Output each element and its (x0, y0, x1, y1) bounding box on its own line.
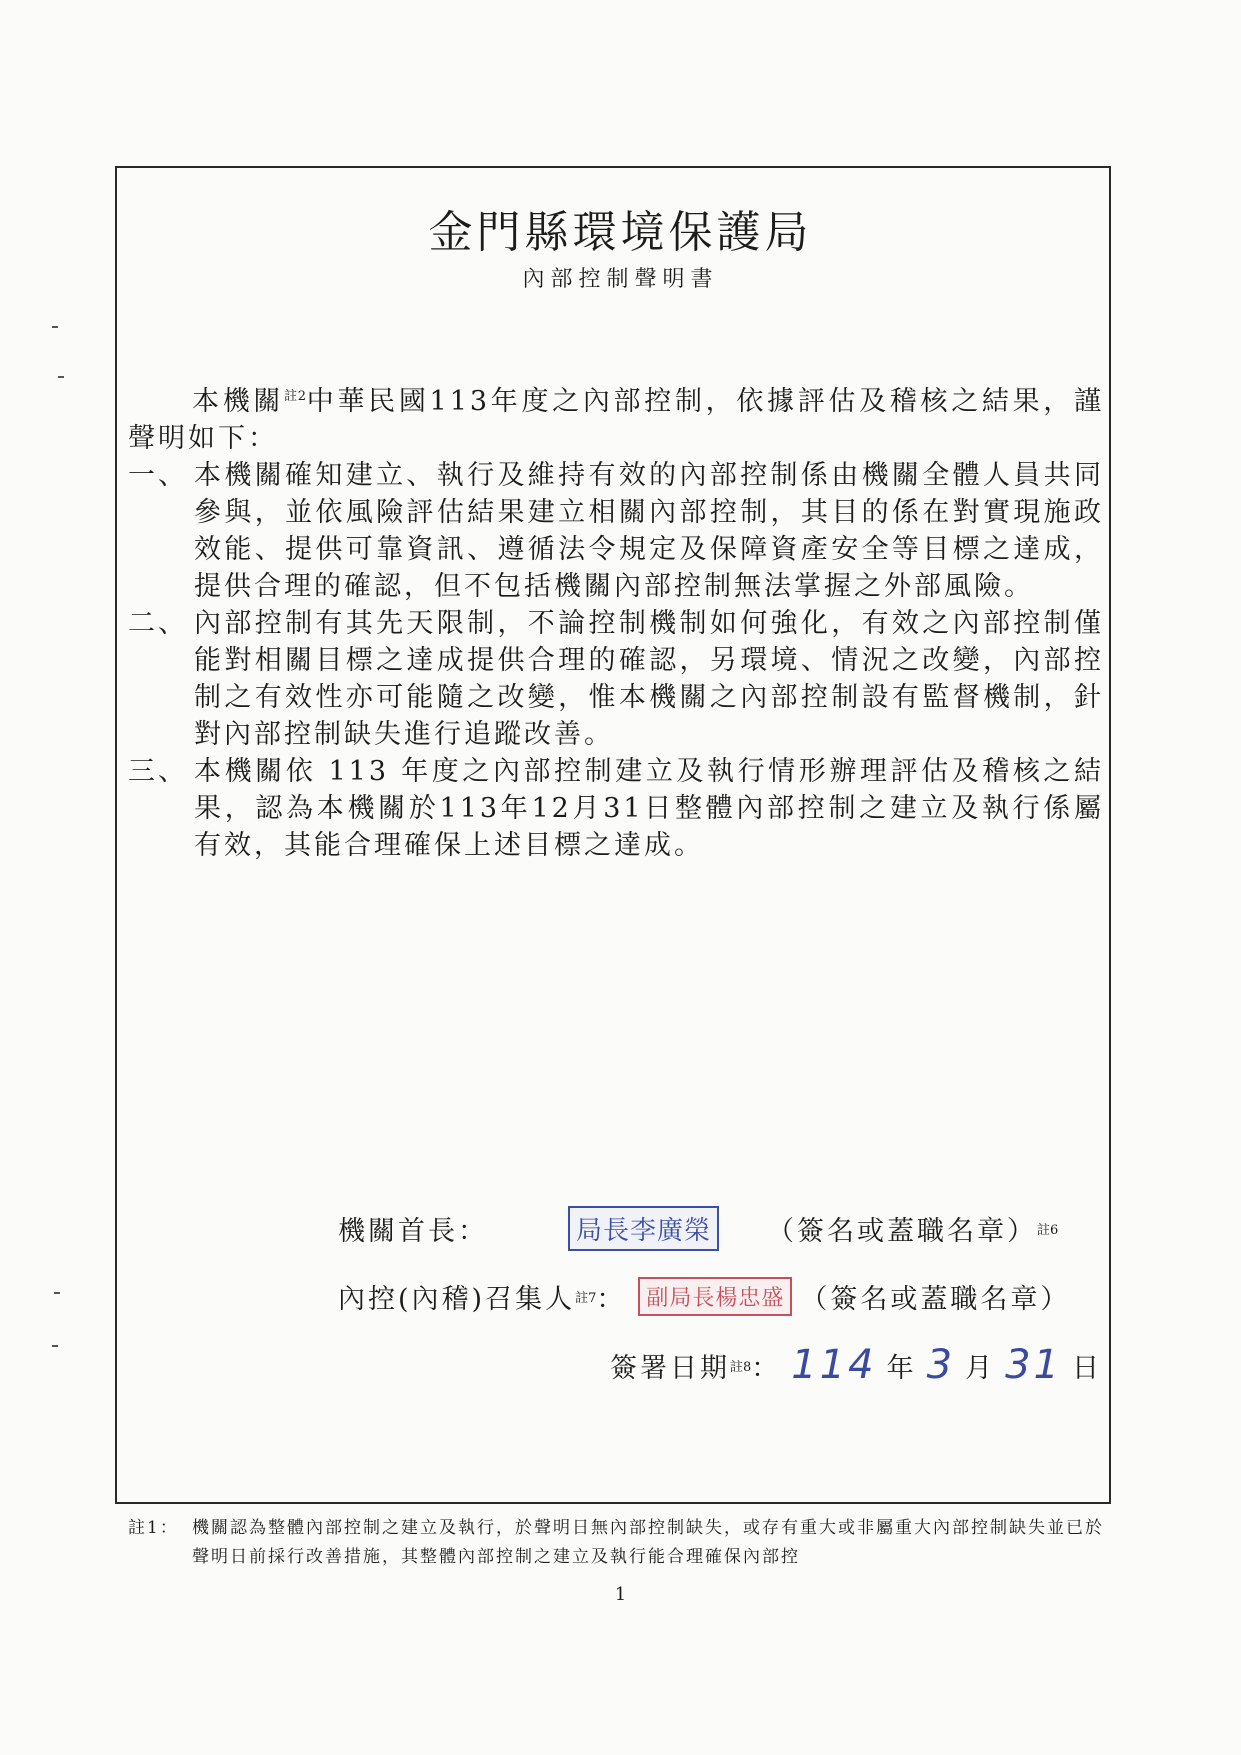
intro-paragraph (128, 378, 1104, 457)
scan-mark (54, 1292, 60, 1294)
date-month-handwritten: 3 (926, 1342, 956, 1388)
day-unit: 日 (1072, 1352, 1102, 1384)
footnote (128, 1514, 1118, 1572)
note-ref-7: 註7 (575, 1291, 597, 1306)
scan-mark (52, 1345, 58, 1347)
note-ref-2: 註2 (284, 389, 307, 404)
item-text: 內部控制有其先天限制，不論控制機制如何強化，有效之內部控制僅能對相關目標之達成提供合理的確認，另環境、情況之改變，內部控制之有效性亦可能隨之改變，惟本機關之內部控制設有監督機制，針對內部控制缺失進行追蹤改善。 (194, 608, 1104, 750)
footnote-row (128, 1514, 1118, 1572)
footnote-text: 機關認為整體內部控制之建立及執行，於聲明日無內部控制缺失，或存有重大或非屬重大內部控制缺失並已於聲明日前採行改善措施，其整體內部控制之建立及執行能合理確保內部控 (192, 1518, 1104, 1567)
note-ref-6: 註6 (1037, 1223, 1059, 1238)
statement-item-2 (128, 605, 1104, 753)
head-sign-instruction: （簽名或蓋職名章） (767, 1216, 1038, 1247)
head-stamp: 局長李廣榮 (568, 1206, 719, 1251)
scan-mark (52, 326, 58, 328)
statement-item-1 (128, 457, 1104, 605)
convener-stamp: 副局長楊忠盛 (638, 1277, 792, 1316)
item-text: 本機關確知建立、執行及維持有效的內部控制係由機關全體人員共同參與，並依風險評估結果建立相關內部控制，其目的係在對實現施政效能、提供可靠資訊、遵循法令規定及保障資產安全等目標之達成，提供合理的確認，但不包括機關內部控制無法掌握之外部風險。 (194, 460, 1104, 602)
item-number: 二、 (128, 608, 188, 639)
item-number: 三、 (128, 756, 188, 787)
page-number: 1 (614, 1584, 627, 1605)
date-year-handwritten: 114 (791, 1342, 877, 1388)
date-colon: ： (751, 1352, 782, 1384)
page-title: 金門縣環境保護局 (428, 207, 813, 258)
item-number: 一、 (128, 460, 188, 491)
convener-sign-instruction: （簽名或蓋職名章） (800, 1284, 1071, 1315)
intro-text-after: 中華民國113年度之內部控制，依據評估及稽核之結果，謹聲明如下： (128, 386, 1104, 454)
head-label: 機關首長： (338, 1216, 488, 1247)
intro-text-before: 本機關 (192, 386, 285, 417)
note-ref-8: 註8 (730, 1359, 752, 1375)
year-unit: 年 (886, 1352, 917, 1384)
statement-body (128, 378, 1104, 864)
convener-label: 內控(內稽)召集人 (338, 1284, 576, 1315)
head-signature-row (338, 1206, 1058, 1251)
date-day-handwritten: 31 (1005, 1342, 1062, 1388)
convener-colon: ： (596, 1284, 627, 1315)
date-label: 簽署日期 (610, 1352, 730, 1384)
scan-mark (58, 376, 64, 378)
convener-signature-row (338, 1277, 1070, 1316)
date-row (610, 1342, 1102, 1388)
footnote-label: 註1： (128, 1518, 179, 1538)
document-subtitle: 內部控制聲明書 (522, 267, 719, 292)
statement-item-3 (128, 753, 1104, 864)
item-text: 本機關依 113 年度之內部控制建立及執行情形辦理評估及稽核之結果，認為本機關於113年12月31日整體內部控制之建立及執行係屬有效，其能合理確保上述目標之達成。 (194, 756, 1104, 861)
month-unit: 月 (965, 1352, 996, 1384)
